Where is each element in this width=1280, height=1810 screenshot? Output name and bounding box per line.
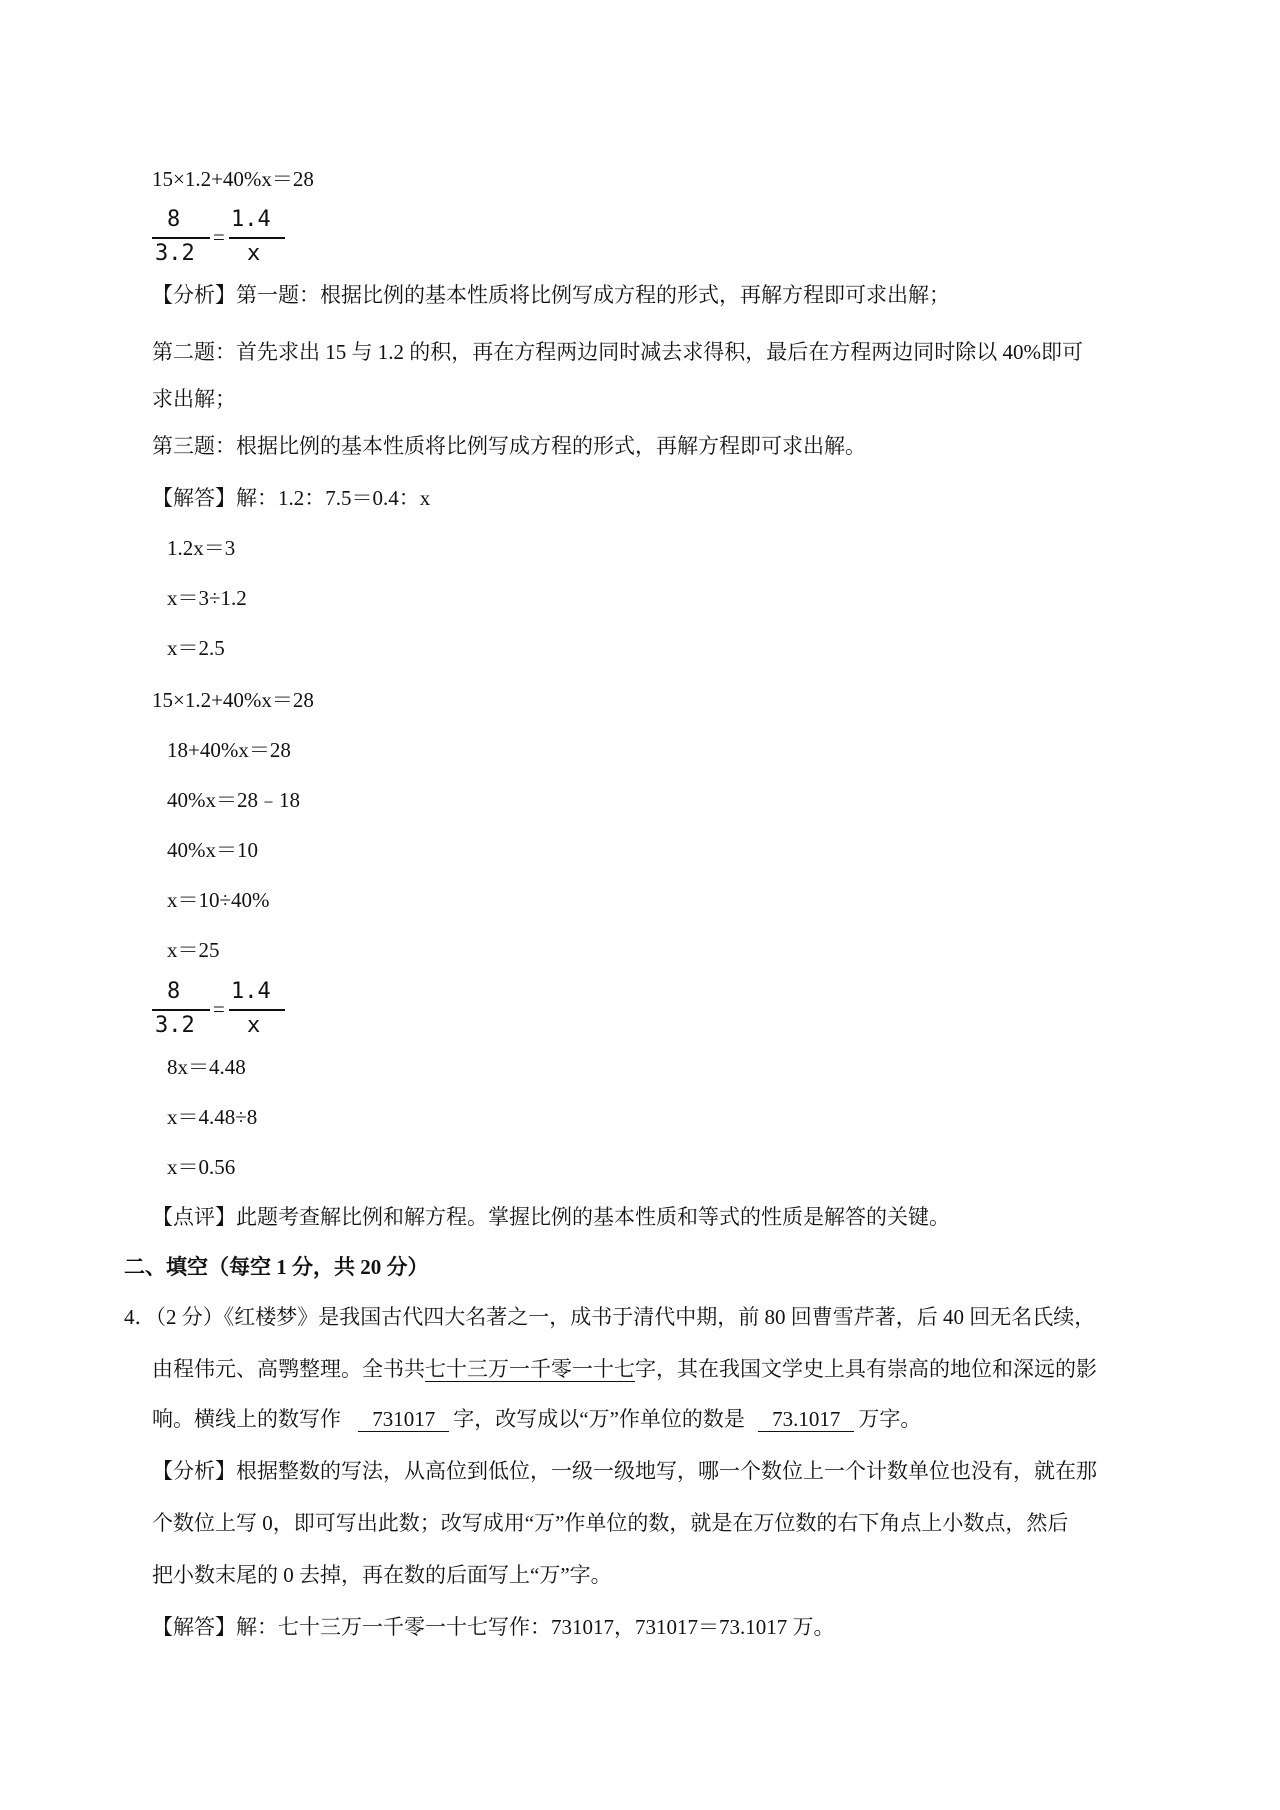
fraction-bar-right bbox=[229, 1009, 285, 1011]
fraction-bar-left bbox=[152, 1009, 210, 1011]
fraction-equals: = bbox=[213, 997, 225, 1021]
analysis1-line1: 【分析】第一题：根据比例的基本性质将比例写成方程的形式，再解方程即可求出解； bbox=[152, 283, 950, 307]
solution1-step-a1: 1.2x＝3 bbox=[167, 536, 236, 560]
fraction-denominator-right: x bbox=[247, 241, 261, 266]
solution1-step-b2: 40%x＝28﹣18 bbox=[167, 788, 300, 812]
q4-line2 bbox=[152, 1354, 1097, 1384]
analysis1-line4: 第三题：根据比例的基本性质将比例写成方程的形式，再解方程即可求出解。 bbox=[152, 434, 866, 458]
solution1-step-a3: x＝2.5 bbox=[167, 636, 225, 660]
review1: 【点评】此题考查解比例和解方程。掌握比例的基本性质和等式的性质是解答的关键。 bbox=[152, 1205, 950, 1229]
fraction-bar-left bbox=[152, 237, 210, 239]
q4-answer-blank-1: 731017 bbox=[358, 1407, 449, 1432]
fraction-numerator-left: 8 bbox=[167, 979, 181, 1004]
solution2: 【解答】解：七十三万一千零一十七写作：731017，731017＝73.1017 万。 bbox=[152, 1615, 835, 1639]
solution1-step-b3: 40%x＝10 bbox=[167, 838, 258, 862]
q4-line3-a: 响。横线上的数写作 bbox=[152, 1407, 341, 1431]
solution1-step-c2: x＝4.48÷8 bbox=[167, 1105, 258, 1129]
fraction-denominator-left: 3.2 bbox=[155, 1013, 195, 1038]
fraction-bar-right bbox=[229, 237, 285, 239]
solution1-step-c3: x＝0.56 bbox=[167, 1155, 236, 1179]
q4-underlined-number-words: 七十三万一千零一十七 bbox=[425, 1357, 635, 1381]
fraction-numerator-right: 1.4 bbox=[231, 207, 271, 232]
solution1-step-c1: 8x＝4.48 bbox=[167, 1055, 246, 1079]
fraction-equals: = bbox=[213, 225, 225, 249]
analysis1-line3: 求出解； bbox=[152, 387, 236, 411]
fraction-numerator-left: 8 bbox=[167, 207, 181, 232]
q4-answer-blank-2: 73.1017 bbox=[758, 1407, 854, 1432]
fraction-denominator-right: x bbox=[247, 1013, 261, 1038]
solution1-step-b5: x＝25 bbox=[167, 938, 220, 962]
fraction-denominator-left: 3.2 bbox=[155, 241, 195, 266]
q4-line2-pre: 由程伟元、高鹗整理。全书共 bbox=[152, 1357, 425, 1381]
solution1-step-b4: x＝10÷40% bbox=[167, 888, 270, 912]
solution1-step-a2: x＝3÷1.2 bbox=[167, 586, 247, 610]
fraction-numerator-right: 1.4 bbox=[231, 979, 271, 1004]
solution1-intro: 【解答】解：1.2：7.5＝0.4：x bbox=[152, 486, 431, 510]
top-equation: 15×1.2+40%x＝28 bbox=[152, 167, 314, 191]
q4-line3-b: 字，改写成以“万”作单位的数是 bbox=[453, 1407, 745, 1431]
q4-line3-c: 万字。 bbox=[858, 1407, 922, 1431]
q4-line3 bbox=[152, 1404, 921, 1434]
solution1-step-b1: 18+40%x＝28 bbox=[167, 738, 291, 762]
analysis2-line3: 把小数末尾的 0 去掉，再在数的后面写上“万”字。 bbox=[152, 1563, 612, 1587]
q4-line1: 4．（2 分）《红楼梦》是我国古代四大名著之一，成书于清代中期，前 80 回曹雪芹著，后 40 回无名氏续， bbox=[124, 1305, 1096, 1329]
section2-heading: 二、填空（每空 1 分，共 20 分） bbox=[124, 1255, 429, 1279]
solution1-eq-b: 15×1.2+40%x＝28 bbox=[152, 688, 314, 712]
analysis2-line1: 【分析】根据整数的写法，从高位到低位，一级一级地写，哪一个数位上一个计数单位也没有，就在那 bbox=[152, 1459, 1097, 1483]
analysis2-line2: 个数位上写 0，即可写出此数；改写成用“万”作单位的数，就是在万位数的右下角点上小数点，然后 bbox=[152, 1511, 1069, 1535]
analysis1-line2: 第二题：首先求出 15 与 1.2 的积，再在方程两边同时减去求得积，最后在方程两边同时除以 40%即可 bbox=[152, 340, 1083, 364]
q4-line2-post: 字，其在我国文学史上具有崇高的地位和深远的影 bbox=[635, 1357, 1097, 1381]
